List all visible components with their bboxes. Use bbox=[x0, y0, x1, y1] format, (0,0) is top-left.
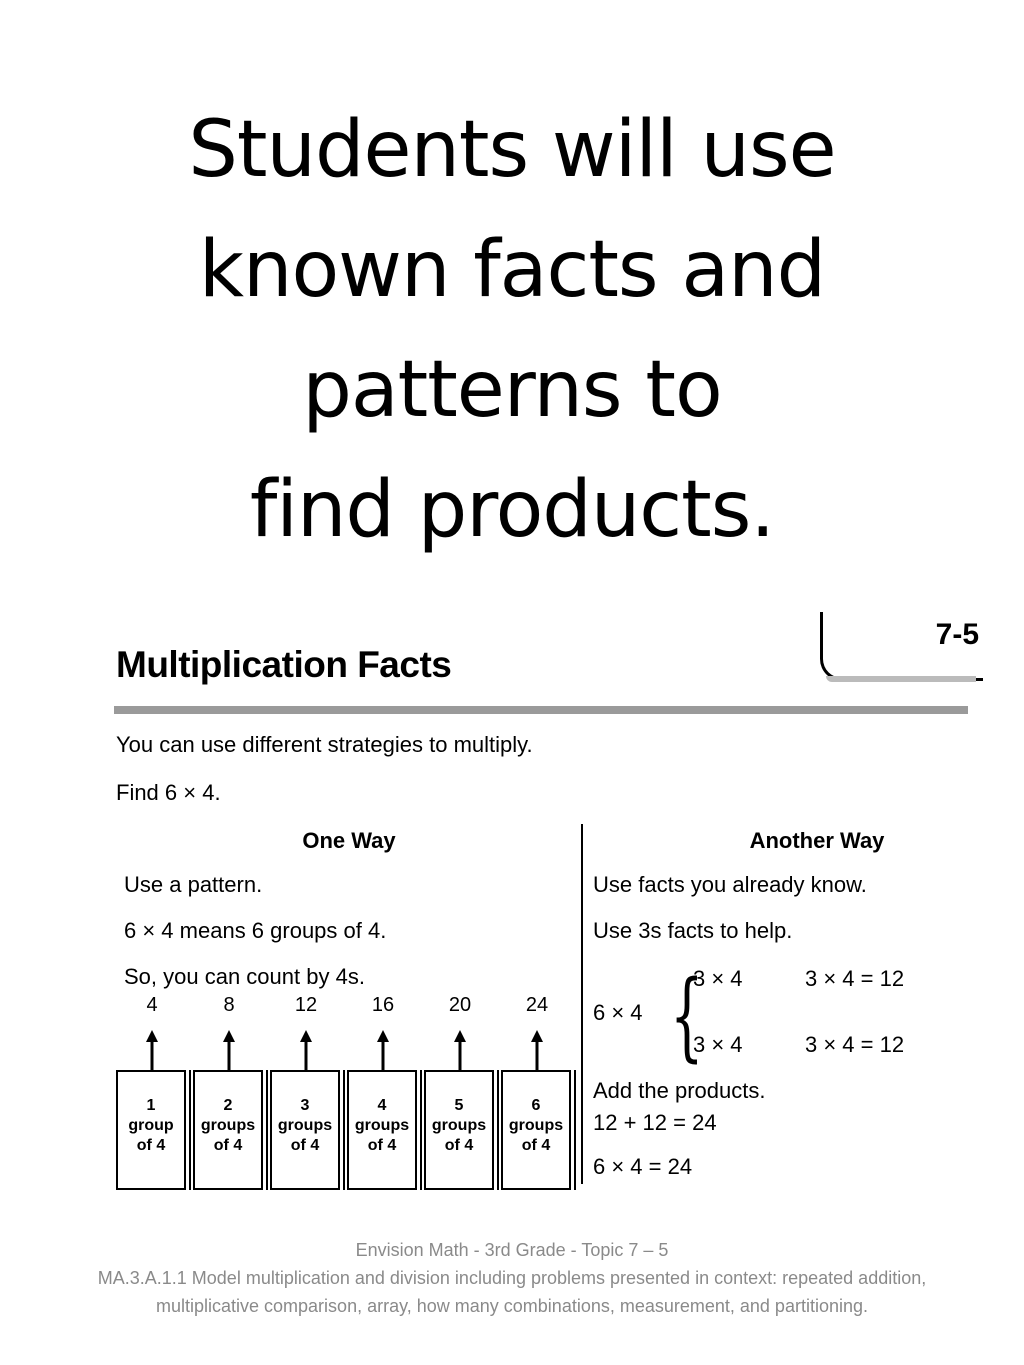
group-word: groups bbox=[354, 1117, 410, 1134]
footer-standard-line-2: multiplicative comparison, array, how many combinations, measurement, and partitioning. bbox=[156, 1296, 868, 1316]
group-word: groups bbox=[508, 1117, 564, 1134]
split-expression: 6 × 4 bbox=[593, 1000, 643, 1025]
count-label: 24 bbox=[525, 994, 549, 1016]
group-count: 5 bbox=[454, 1097, 464, 1114]
group-word: group bbox=[128, 1117, 174, 1134]
up-arrow-icon bbox=[219, 1030, 239, 1070]
up-arrow-icon bbox=[373, 1030, 393, 1070]
one-way-line-3: So, you can count by 4s. bbox=[124, 964, 365, 989]
count-label: 4 bbox=[146, 994, 158, 1016]
group-box bbox=[116, 1070, 186, 1190]
group-count: 3 bbox=[300, 1097, 310, 1114]
group-word: groups bbox=[431, 1117, 487, 1134]
group-count: 1 bbox=[146, 1097, 156, 1114]
up-arrow-icon bbox=[527, 1030, 547, 1070]
lesson-number: 7-5 bbox=[935, 618, 979, 651]
footer-standard-line-1: MA.3.A.1.1 Model multiplication and division including problems presented in context: repeated addition, bbox=[97, 1268, 927, 1288]
footer-source: Envision Math - 3rd Grade - Topic 7 – 5 bbox=[355, 1240, 669, 1260]
worksheet-heading: Multiplication Facts bbox=[116, 644, 452, 685]
add-products-text: Add the products. bbox=[593, 1078, 766, 1103]
fact-bottom: 3 × 4 = 12 bbox=[805, 1032, 905, 1057]
group-box bbox=[270, 1070, 340, 1190]
group-word: groups bbox=[277, 1117, 333, 1134]
count-label: 16 bbox=[371, 994, 395, 1016]
brace-symbol: { bbox=[670, 960, 704, 1072]
slide-footer bbox=[0, 1236, 1024, 1320]
worksheet-excerpt bbox=[114, 612, 979, 1179]
column-divider bbox=[581, 824, 583, 1184]
one-way-line-2: 6 × 4 means 6 groups of 4. bbox=[124, 918, 387, 943]
group-of: of 4 bbox=[213, 1137, 243, 1154]
title-line-3: patterns to bbox=[302, 345, 722, 435]
count-label: 20 bbox=[448, 994, 472, 1016]
sum-equation: 12 + 12 = 24 bbox=[593, 1110, 717, 1135]
title-line-4: find products. bbox=[249, 465, 775, 555]
count-label: 12 bbox=[294, 994, 318, 1016]
group-box bbox=[347, 1070, 417, 1190]
group-of: of 4 bbox=[367, 1137, 397, 1154]
lesson-tab-shadow bbox=[826, 676, 976, 682]
split-top: 3 × 4 bbox=[693, 966, 743, 991]
up-arrow-icon bbox=[296, 1030, 316, 1070]
split-bottom: 3 × 4 bbox=[693, 1032, 743, 1057]
group-word: groups bbox=[200, 1117, 256, 1134]
another-way-line-1: Use facts you already know. bbox=[593, 872, 867, 897]
group-count: 6 bbox=[531, 1097, 541, 1114]
lesson-tab bbox=[820, 612, 983, 681]
group-box bbox=[424, 1070, 494, 1190]
group-count: 2 bbox=[223, 1097, 233, 1114]
group-box bbox=[193, 1070, 263, 1190]
fact-top: 3 × 4 = 12 bbox=[805, 966, 905, 991]
another-way-heading: Another Way bbox=[749, 828, 885, 853]
heading-rule bbox=[114, 706, 968, 714]
up-arrow-icon bbox=[142, 1030, 162, 1070]
another-way-line-2: Use 3s facts to help. bbox=[593, 918, 793, 943]
title-line-1: Students will use bbox=[188, 105, 836, 195]
group-count: 4 bbox=[377, 1097, 387, 1114]
group-of: of 4 bbox=[444, 1137, 474, 1154]
group-of: of 4 bbox=[136, 1137, 166, 1154]
prompt-text: Find 6 × 4. bbox=[116, 780, 221, 805]
one-way-heading: One Way bbox=[302, 828, 396, 853]
intro-text: You can use different strategies to multiply. bbox=[116, 732, 533, 757]
group-box bbox=[501, 1070, 571, 1190]
count-label: 8 bbox=[223, 994, 235, 1016]
group-of: of 4 bbox=[521, 1137, 551, 1154]
title-line-2: known facts and bbox=[198, 225, 826, 315]
one-way-line-1: Use a pattern. bbox=[124, 872, 263, 897]
slide-title bbox=[0, 90, 1024, 570]
group-of: of 4 bbox=[290, 1137, 320, 1154]
result-equation: 6 × 4 = 24 bbox=[593, 1154, 693, 1179]
up-arrow-icon bbox=[450, 1030, 470, 1070]
